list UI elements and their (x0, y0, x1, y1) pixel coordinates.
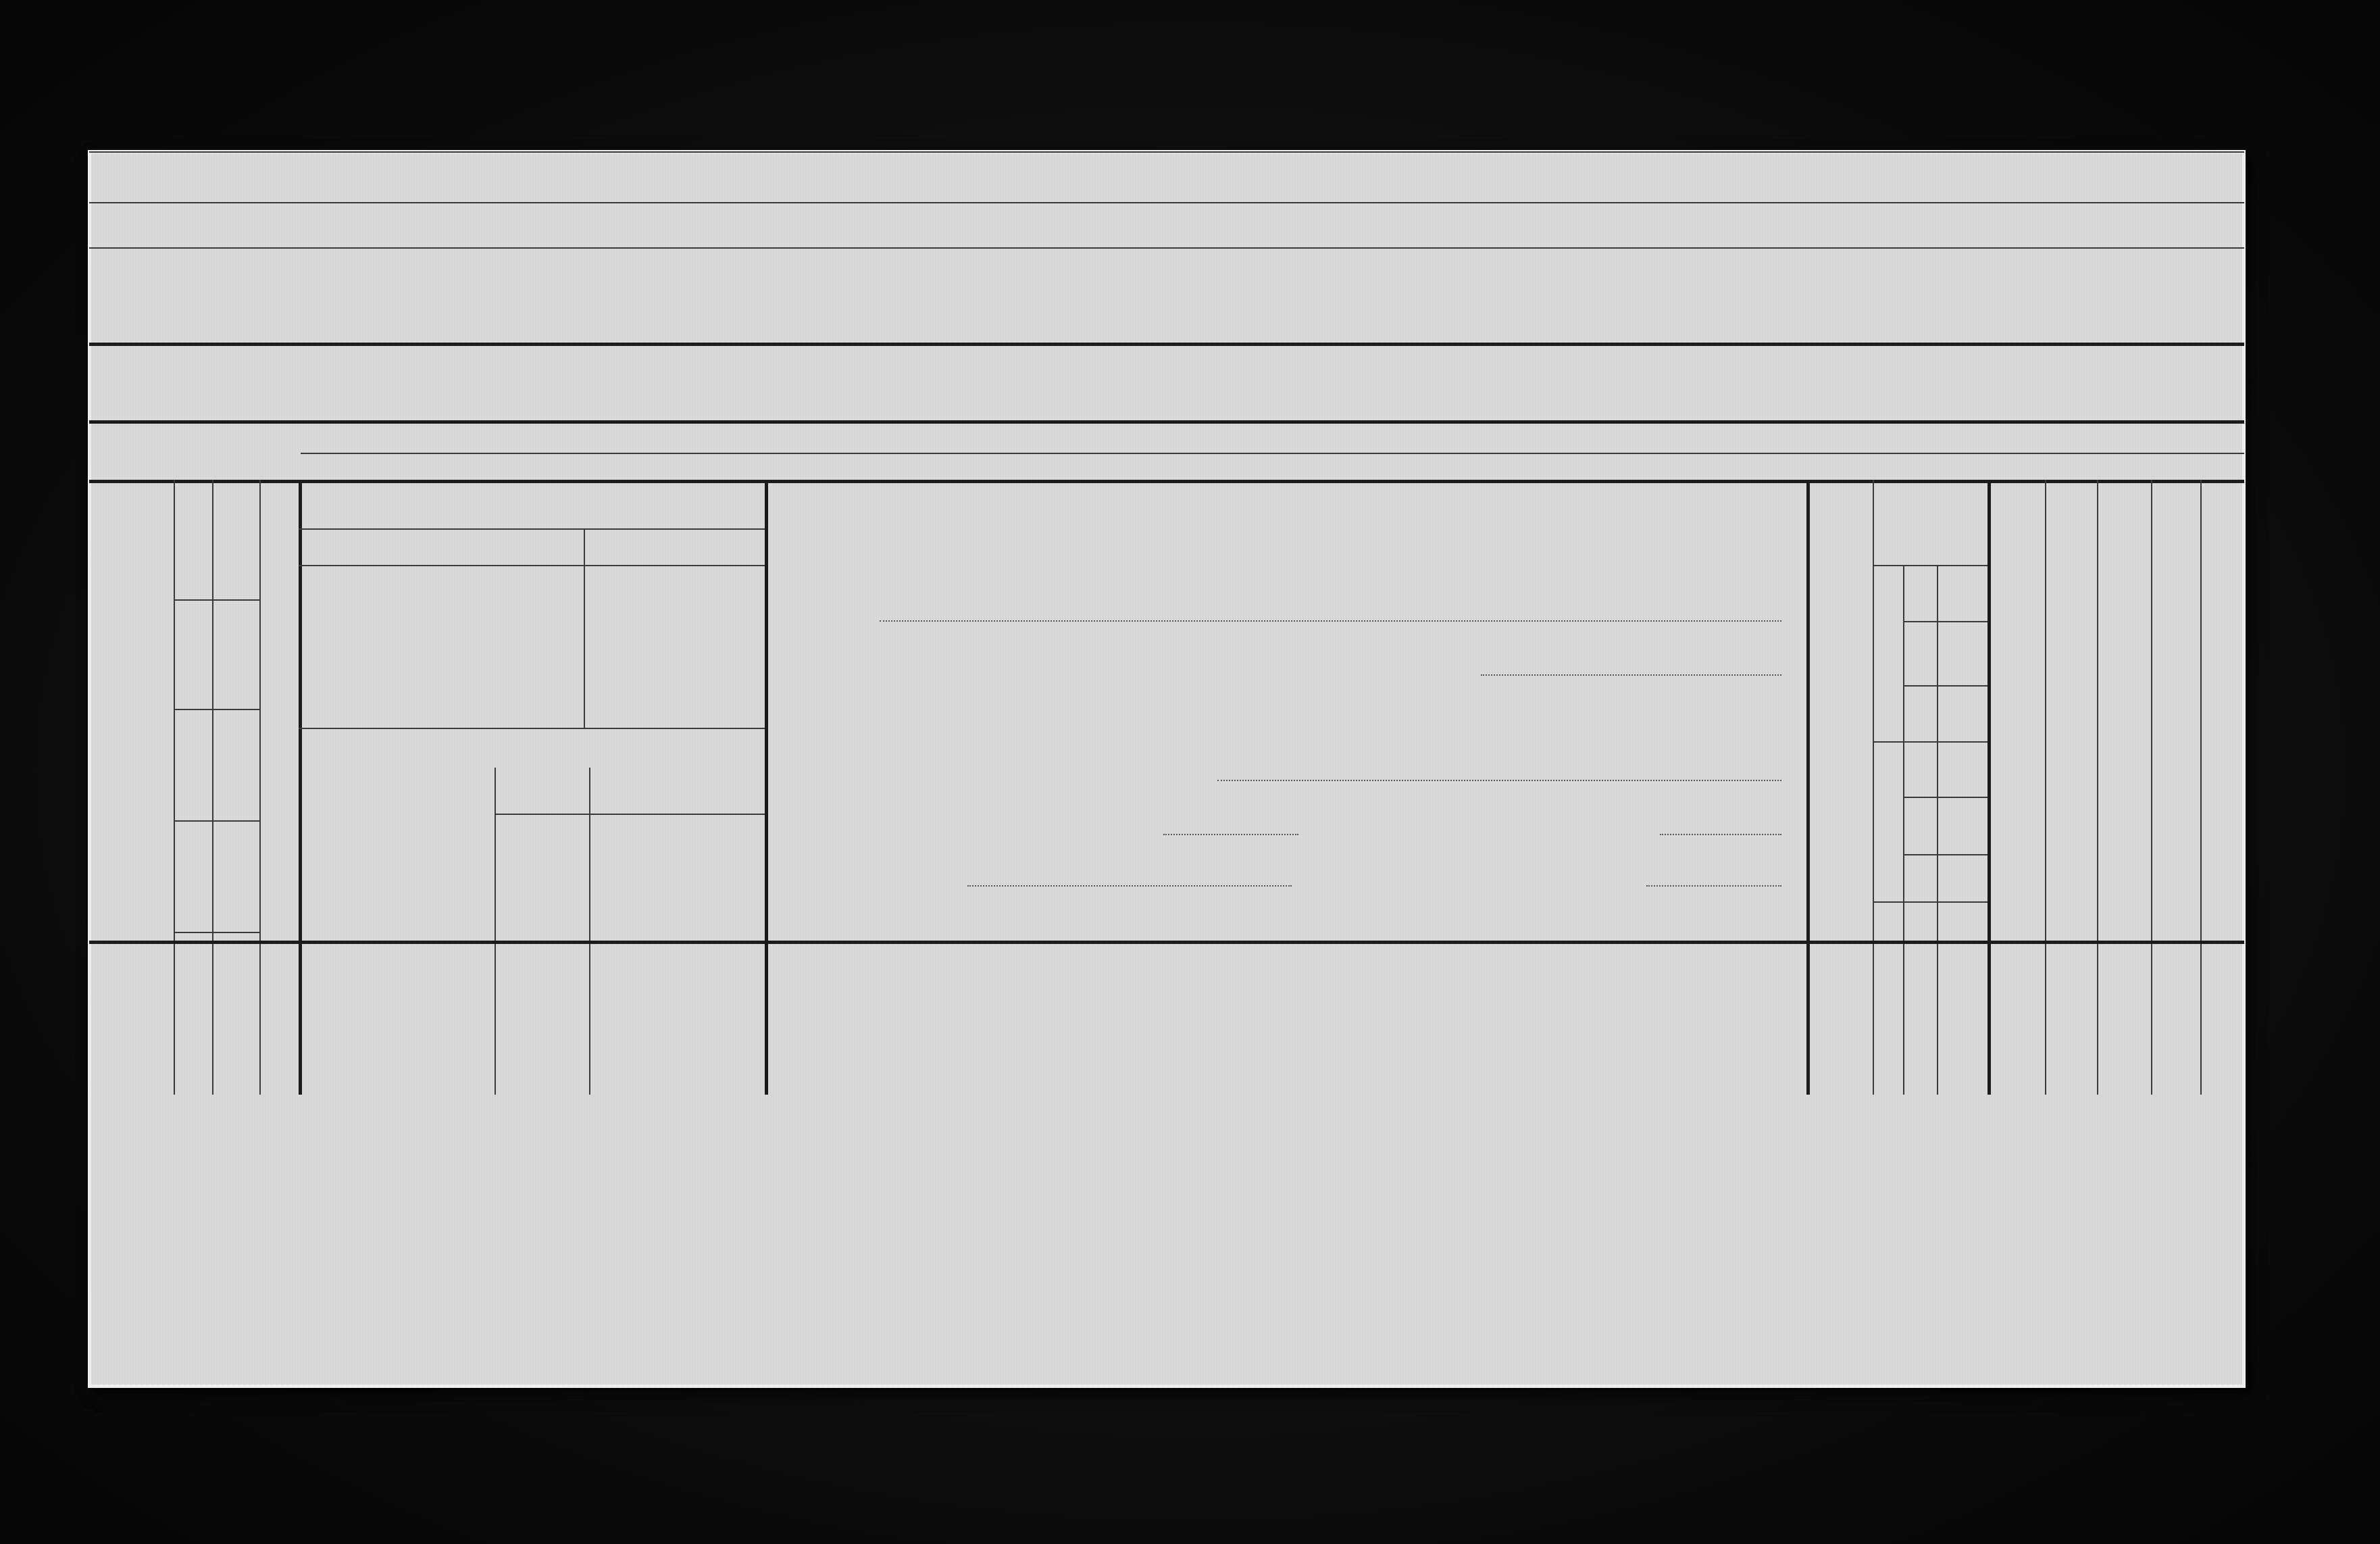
rule (1903, 854, 1987, 855)
rule (1806, 480, 1810, 1095)
rule (1646, 885, 1781, 887)
rule (89, 420, 2244, 424)
rule (174, 932, 259, 933)
rule (1873, 741, 1903, 743)
rule (1217, 780, 1781, 781)
rule (1987, 480, 1991, 1095)
rule (1163, 834, 1298, 835)
rule (299, 728, 765, 729)
rule (880, 620, 1781, 622)
rule (584, 528, 585, 728)
rule (174, 709, 259, 710)
rule (1937, 565, 1938, 1095)
rule (89, 202, 2244, 203)
rule (2200, 480, 2202, 1095)
rule (1660, 834, 1781, 835)
rule (174, 480, 175, 1095)
rule (174, 599, 259, 601)
rule (1903, 565, 1904, 1095)
rule (765, 480, 768, 1095)
rule (1903, 741, 1987, 743)
rule (259, 480, 261, 1095)
rule (589, 768, 590, 1095)
rule (2045, 480, 2046, 1095)
rule (174, 820, 259, 822)
rule (1903, 621, 1987, 622)
rule (1873, 480, 1874, 1095)
top-border (89, 151, 2244, 153)
rule (2097, 480, 2098, 1095)
census-card (88, 150, 2246, 1388)
rule (1903, 685, 1987, 687)
rule (89, 480, 2244, 483)
rule (495, 768, 496, 1095)
rule (1903, 797, 1987, 798)
rule (299, 528, 765, 530)
rule (1873, 901, 1987, 903)
rule (89, 343, 2244, 346)
rule (967, 885, 1292, 887)
rule (89, 247, 2244, 249)
rule (299, 480, 302, 1095)
rule (2151, 480, 2152, 1095)
rule (89, 941, 2244, 944)
rule (299, 565, 765, 566)
rule (1873, 565, 1987, 566)
rule (301, 453, 2244, 454)
rule (1481, 674, 1781, 676)
rule (495, 814, 765, 815)
rule (212, 480, 213, 1095)
